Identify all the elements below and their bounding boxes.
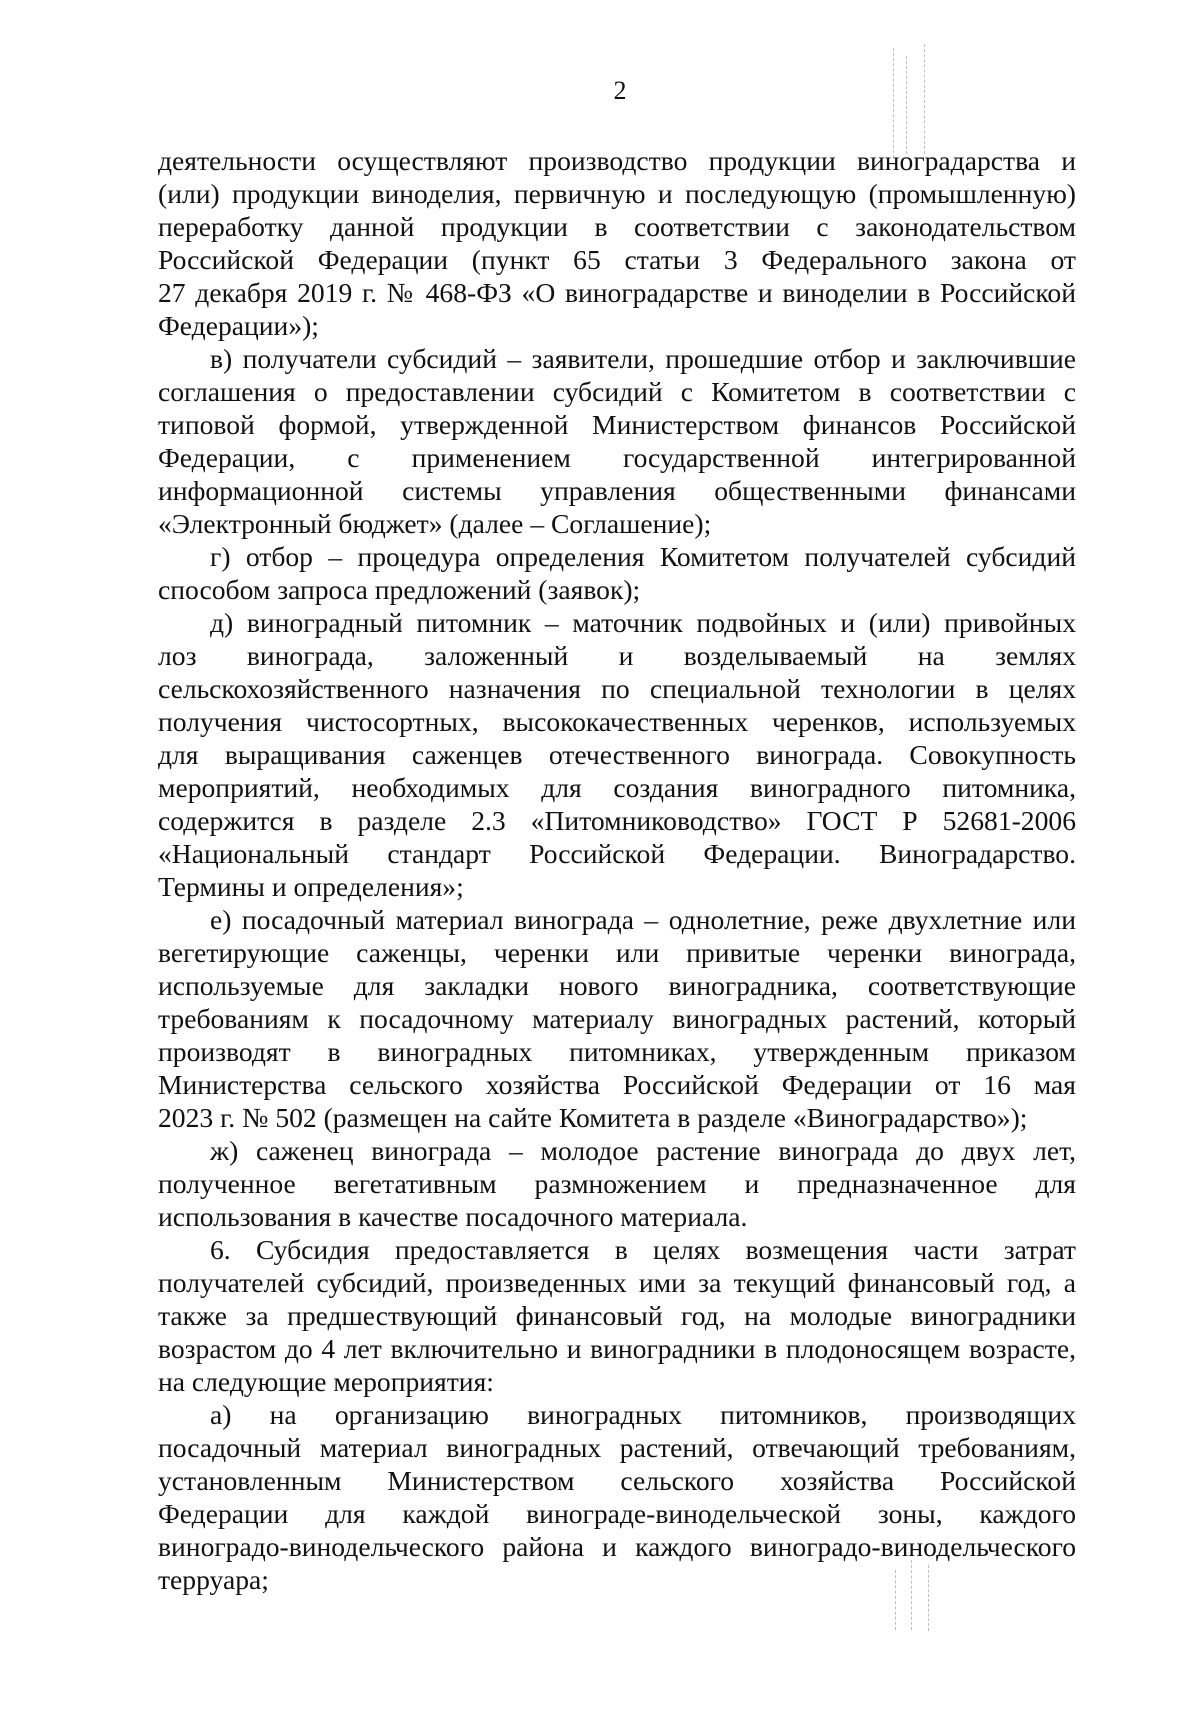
text-line: виноградо-винодельческого района и каждого виноградо-винодельческого	[158, 1531, 1076, 1562]
text-line: в) получатели субсидий – заявители, прошедшие отбор и заключившие	[210, 343, 1076, 374]
text-line: Министерства сельского хозяйства Российской Федерации от 16 мая	[158, 1069, 1076, 1100]
text-line: деятельности осуществляют производство продукции виноградарства и	[158, 145, 1076, 176]
text-line: ж) саженец винограда – молодое растение винограда до двух лет,	[210, 1135, 1076, 1166]
text-line: Федерации»);	[158, 310, 319, 341]
text-line: установленным Министерством сельского хозяйства Российской	[158, 1465, 1076, 1496]
text-line: переработку данной продукции в соответствии с законодательством	[158, 211, 1076, 242]
text-line: Российской Федерации (пункт 65 статьи 3 Федерального закона от	[158, 244, 1076, 275]
text-line: мероприятий, необходимых для создания виноградного питомника,	[158, 772, 1076, 803]
paragraph-section-6	[158, 1233, 1076, 1398]
text-line: информационной системы управления общественными финансами	[158, 475, 1076, 506]
text-line: лоз винограда, заложенный и возделываемый на землях	[158, 640, 1076, 671]
text-line: для выращивания саженцев отечественного винограда. Совокупность	[158, 739, 1076, 770]
text-line: (или) продукции виноделия, первичную и последующую (промышленную)	[158, 178, 1076, 209]
text-line: способом запроса предложений (заявок);	[158, 574, 641, 605]
text-line: терруара;	[158, 1564, 269, 1595]
paragraph-item-6a	[158, 1398, 1076, 1596]
text-line: 6. Субсидия предоставляется в целях возмещения части затрат	[210, 1234, 1076, 1265]
paragraph-item-d	[158, 606, 1076, 903]
text-line: Федерации, с применением государственной интегрированной	[158, 442, 1076, 473]
text-line: на следующие мероприятия:	[158, 1366, 494, 1397]
text-line: посадочный материал виноградных растений, отвечающий требованиям,	[158, 1432, 1076, 1463]
text-line: типовой формой, утвержденной Министерством финансов Российской	[158, 409, 1076, 440]
text-line: получателей субсидий, произведенных ими за текущий финансовый год, а	[158, 1267, 1076, 1298]
text-line: 27 декабря 2019 г. № 468-ФЗ «О виноградарстве и виноделии в Российской	[158, 277, 1076, 308]
text-line: получения чистосортных, высококачественных черенков, используемых	[158, 706, 1076, 737]
text-line: д) виноградный питомник – маточник подвойных и (или) привойных	[210, 607, 1076, 638]
text-line: соглашения о предоставлении субсидий с Комитетом в соответствии с	[158, 376, 1076, 407]
text-line: содержится в разделе 2.3 «Питомниководство» ГОСТ Р 52681-2006	[158, 805, 1076, 836]
page-number: 2	[613, 76, 627, 105]
paragraph-definition-continuation	[158, 144, 1076, 342]
text-line: а) на организацию виноградных питомников, производящих	[210, 1399, 1076, 1430]
text-line: Термины и определения»;	[158, 871, 464, 902]
paragraph-item-v	[158, 342, 1076, 540]
text-line: требованиям к посадочному материалу виноградных растений, который	[158, 1003, 1076, 1034]
text-line: возрастом до 4 лет включительно и виноградники в плодоносящем возрасте,	[158, 1333, 1076, 1364]
text-line: «Национальный стандарт Российской Федерации. Виноградарство.	[158, 838, 1076, 869]
text-line: использования в качестве посадочного материала.	[158, 1201, 748, 1232]
paragraph-item-zh	[158, 1134, 1076, 1233]
text-line: сельскохозяйственного назначения по специальной технологии в целях	[158, 673, 1076, 704]
text-line: полученное вегетативным размножением и предназначенное для	[158, 1168, 1076, 1199]
text-line: Федерации для каждой винограде-винодельческой зоны, каждого	[158, 1498, 1076, 1529]
text-line: е) посадочный материал винограда – однолетние, реже двухлетние или	[210, 904, 1076, 935]
text-line: г) отбор – процедура определения Комитетом получателей субсидий	[210, 541, 1076, 572]
paragraph-item-e	[158, 903, 1076, 1134]
text-line: производят в виноградных питомниках, утвержденным приказом	[158, 1036, 1076, 1067]
text-line: вегетирующие саженцы, черенки или привитые черенки винограда,	[158, 937, 1076, 968]
text-line: 2023 г. № 502 (размещен на сайте Комитета в разделе «Виноградарство»);	[158, 1102, 1028, 1133]
paragraph-item-g	[158, 540, 1076, 606]
text-line: «Электронный бюджет» (далее – Соглашение);	[158, 508, 712, 539]
text-line: используемые для закладки нового виноградника, соответствующие	[158, 970, 1076, 1001]
text-line: также за предшествующий финансовый год, на молодые виноградники	[158, 1300, 1076, 1331]
document-body	[158, 144, 1076, 1596]
